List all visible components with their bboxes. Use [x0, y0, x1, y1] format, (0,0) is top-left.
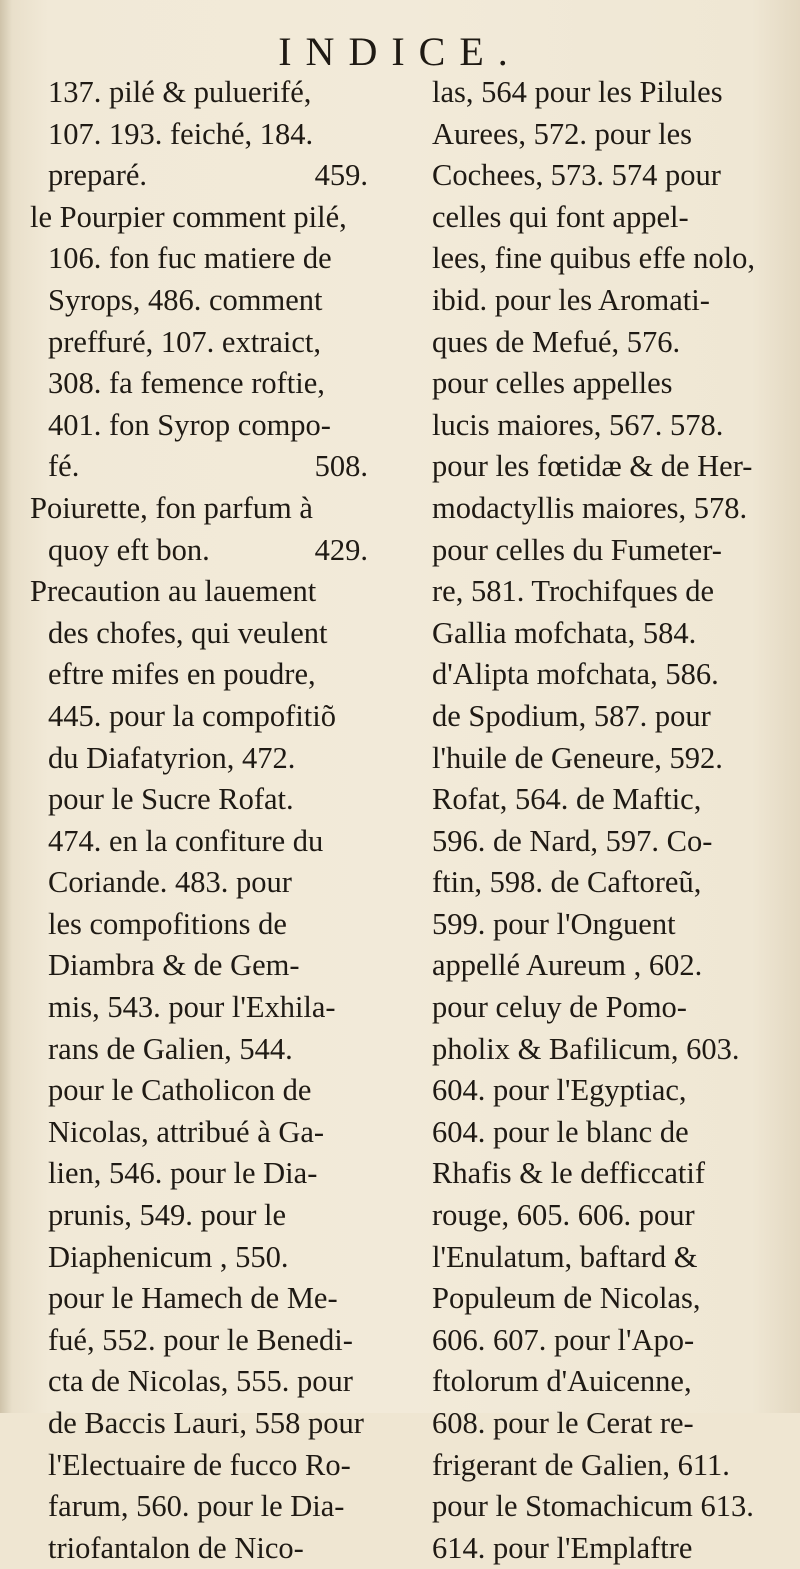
index-line-text: celles qui font appel- — [432, 199, 689, 234]
index-line-text: pour le Sucre Rofat. — [48, 782, 294, 817]
index-line — [30, 363, 368, 405]
index-line — [30, 1195, 368, 1237]
index-line — [30, 1320, 368, 1362]
index-line-text: Gallia mofchata, 584. — [432, 615, 697, 650]
index-line-text: du Diafatyrion, 472. — [48, 740, 296, 775]
index-line — [30, 72, 368, 114]
index-line-text: Nicolas, attribué à Ga- — [48, 1114, 325, 1149]
index-line-text: Poiurette, fon parfum à — [30, 490, 313, 525]
index-line — [30, 1445, 368, 1487]
index-line — [30, 405, 368, 447]
index-line-text: pour le Catholicon de — [48, 1073, 312, 1108]
index-line-text: 445. pour la compofitiõ — [48, 698, 337, 733]
index-line — [30, 738, 368, 780]
index-line-text: 474. en la confiture du — [48, 823, 324, 858]
index-line — [432, 280, 778, 322]
index-line-text: pour celles du Fumeter- — [432, 532, 722, 567]
index-line-text: pour le Stomachicum 613. — [432, 1489, 754, 1524]
index-line — [30, 1070, 368, 1112]
index-line-text: 137. pilé & puluerifé, — [48, 75, 312, 109]
index-line-text: l'Enulatum, baftard & — [432, 1239, 698, 1274]
index-line-text: pour celuy de Pomo- — [432, 990, 687, 1025]
index-line-text: Aurees, 572. pour les — [432, 116, 693, 151]
index-line — [30, 280, 368, 322]
index-line — [432, 1320, 778, 1362]
index-line — [30, 987, 368, 1029]
index-line-text: rans de Galien, 544. — [48, 1031, 293, 1066]
index-line-text: 596. de Nard, 597. Co- — [432, 823, 713, 858]
index-line-text: eftre mifes en poudre, — [48, 657, 316, 692]
index-line-text: les compofitions de — [48, 906, 287, 941]
index-line-text: modactyllis maiores, 578. — [432, 490, 748, 525]
index-line-text: Populeum de Nicolas, — [432, 1281, 701, 1316]
index-line — [30, 862, 368, 904]
index-line-text: pour celles appelles — [432, 366, 673, 401]
index-line-text: prunis, 549. pour le — [48, 1198, 287, 1233]
index-line — [30, 1112, 368, 1154]
index-line — [30, 1029, 368, 1071]
index-line — [30, 571, 368, 613]
index-line-text: 604. pour l'Egyptiac, — [432, 1073, 687, 1108]
right-column — [432, 72, 778, 1569]
index-line — [30, 197, 368, 239]
index-line-text: mis, 543. pour l'Exhila- — [48, 990, 336, 1025]
index-line — [432, 322, 778, 364]
index-line-text: cta de Nicolas, 555. pour — [48, 1364, 353, 1399]
index-line — [30, 530, 368, 572]
index-line-text: Diambra & de Gem- — [48, 948, 300, 983]
index-line — [432, 1070, 778, 1112]
index-line — [432, 1112, 778, 1154]
index-line — [432, 1237, 778, 1279]
index-line-text: quoy eft bon. — [48, 532, 210, 567]
index-line-text: Rhafis & le defficcatif — [432, 1156, 705, 1191]
index-line — [432, 197, 778, 239]
index-line — [30, 1278, 368, 1320]
index-line-text: 308. fa femence roftie, — [48, 366, 325, 401]
index-line-text: 604. pour le blanc de — [432, 1114, 689, 1149]
index-line — [432, 1195, 778, 1237]
index-line — [30, 779, 368, 821]
index-line — [432, 1445, 778, 1487]
index-line — [432, 1153, 778, 1195]
index-line — [30, 1528, 368, 1569]
index-line-page-ref: 459. — [314, 158, 368, 193]
index-line — [30, 821, 368, 863]
index-line — [432, 862, 778, 904]
index-line — [30, 1361, 368, 1403]
index-line-page-ref: 429. — [314, 532, 368, 567]
index-line-text: Cochees, 573. 574 pour — [432, 158, 721, 193]
index-line — [432, 488, 778, 530]
index-line-text: pour les fœtidæ & de Her- — [432, 449, 753, 484]
index-line — [432, 738, 778, 780]
index-line-text: Syrops, 486. comment — [48, 282, 323, 317]
index-line — [432, 155, 778, 197]
index-line — [30, 1486, 368, 1528]
index-line — [30, 1403, 368, 1445]
index-line — [432, 779, 778, 821]
index-line-text: ftin, 598. de Caftoreũ, — [432, 865, 702, 900]
index-line — [432, 405, 778, 447]
index-line-text: lucis maiores, 567. 578. — [432, 407, 724, 442]
index-line-text: 608. pour le Cerat re- — [432, 1406, 694, 1440]
index-line — [432, 821, 778, 863]
index-line-text: Diaphenicum , 550. — [48, 1239, 289, 1274]
index-line — [30, 322, 368, 364]
index-line — [432, 1278, 778, 1320]
index-line — [432, 904, 778, 946]
index-line-text: des chofes, qui veulent — [48, 615, 328, 650]
index-line-text: appellé Aureum , 602. — [432, 948, 703, 983]
index-line-text: pour le Hamech de Me- — [48, 1281, 338, 1316]
index-line — [30, 654, 368, 696]
index-line — [432, 696, 778, 738]
index-line-text: de Spodium, 587. pour — [432, 698, 711, 733]
index-line — [432, 238, 778, 280]
index-line — [432, 1486, 778, 1528]
index-line — [432, 1361, 778, 1403]
index-line — [30, 1153, 368, 1195]
index-line-text: ques de Mefué, 576. — [432, 324, 681, 359]
index-line — [30, 446, 368, 488]
index-line — [432, 363, 778, 405]
index-line-text: le Pourpier comment pilé, — [30, 199, 347, 234]
index-line-text: re, 581. Trochifques de — [432, 574, 715, 609]
index-line-text: ftolorum d'Auicenne, — [432, 1364, 692, 1399]
index-line-text: Precaution au lauement — [30, 574, 317, 609]
index-line-text: triofantalon de Nico- — [48, 1530, 304, 1565]
index-line — [30, 238, 368, 280]
index-line-text: d'Alipta mofchata, 586. — [432, 657, 719, 692]
index-line — [432, 1403, 778, 1445]
index-line-text: fé. — [48, 449, 80, 484]
index-line-text: las, 564 pour les Pilules — [432, 75, 723, 109]
index-line-text: fué, 552. pour le Benedi- — [48, 1322, 353, 1357]
index-line — [432, 571, 778, 613]
index-line — [432, 613, 778, 655]
index-line — [432, 72, 778, 114]
index-line-text: 614. pour l'Emplaftre — [432, 1530, 693, 1565]
index-line — [30, 155, 368, 197]
index-line — [30, 1237, 368, 1279]
index-line-text: 107. 193. feiché, 184. — [48, 116, 314, 151]
index-line-text: l'huile de Geneure, 592. — [432, 740, 723, 775]
index-line-text: preffuré, 107. extraict, — [48, 324, 321, 359]
index-line-text: 401. fon Syrop compo- — [48, 407, 331, 442]
index-line — [30, 904, 368, 946]
index-line-text: Coriande. 483. pour — [48, 865, 292, 900]
index-line-text: Rofat, 564. de Maftic, — [432, 782, 702, 817]
index-line-text: farum, 560. pour le Dia- — [48, 1489, 345, 1524]
index-line — [432, 530, 778, 572]
index-line — [432, 1029, 778, 1071]
page-gutter — [0, 0, 12, 1413]
index-line — [30, 114, 368, 156]
index-line — [30, 945, 368, 987]
index-line — [432, 945, 778, 987]
index-line-text: 106. fon fuc matiere de — [48, 241, 332, 276]
index-line-text: 606. 607. pour l'Apo- — [432, 1322, 695, 1357]
left-column — [30, 72, 368, 1569]
index-line-text: ibid. pour les Aromati- — [432, 282, 710, 317]
index-line — [432, 1528, 778, 1569]
index-line — [30, 613, 368, 655]
index-line-text: 599. pour l'Onguent — [432, 906, 676, 941]
index-line-text: de Baccis Lauri, 558 pour — [48, 1406, 364, 1440]
index-line-text: frigerant de Galien, 611. — [432, 1447, 730, 1482]
index-line-text: lees, fine quibus effe nolo, — [432, 241, 755, 276]
index-line — [30, 488, 368, 530]
index-line — [432, 987, 778, 1029]
index-line-text: lien, 546. pour le Dia- — [48, 1156, 318, 1191]
index-line — [30, 696, 368, 738]
index-line-page-ref: 508. — [314, 449, 368, 484]
index-line — [432, 446, 778, 488]
running-header: INDICE. — [278, 29, 522, 74]
index-line-text: pholix & Bafilicum, 603. — [432, 1031, 740, 1066]
index-line-text: preparé. — [48, 158, 148, 193]
index-line-text: l'Electuaire de fucco Ro- — [48, 1447, 351, 1482]
index-line — [432, 114, 778, 156]
index-line-text: rouge, 605. 606. pour — [432, 1198, 695, 1233]
index-line — [432, 654, 778, 696]
